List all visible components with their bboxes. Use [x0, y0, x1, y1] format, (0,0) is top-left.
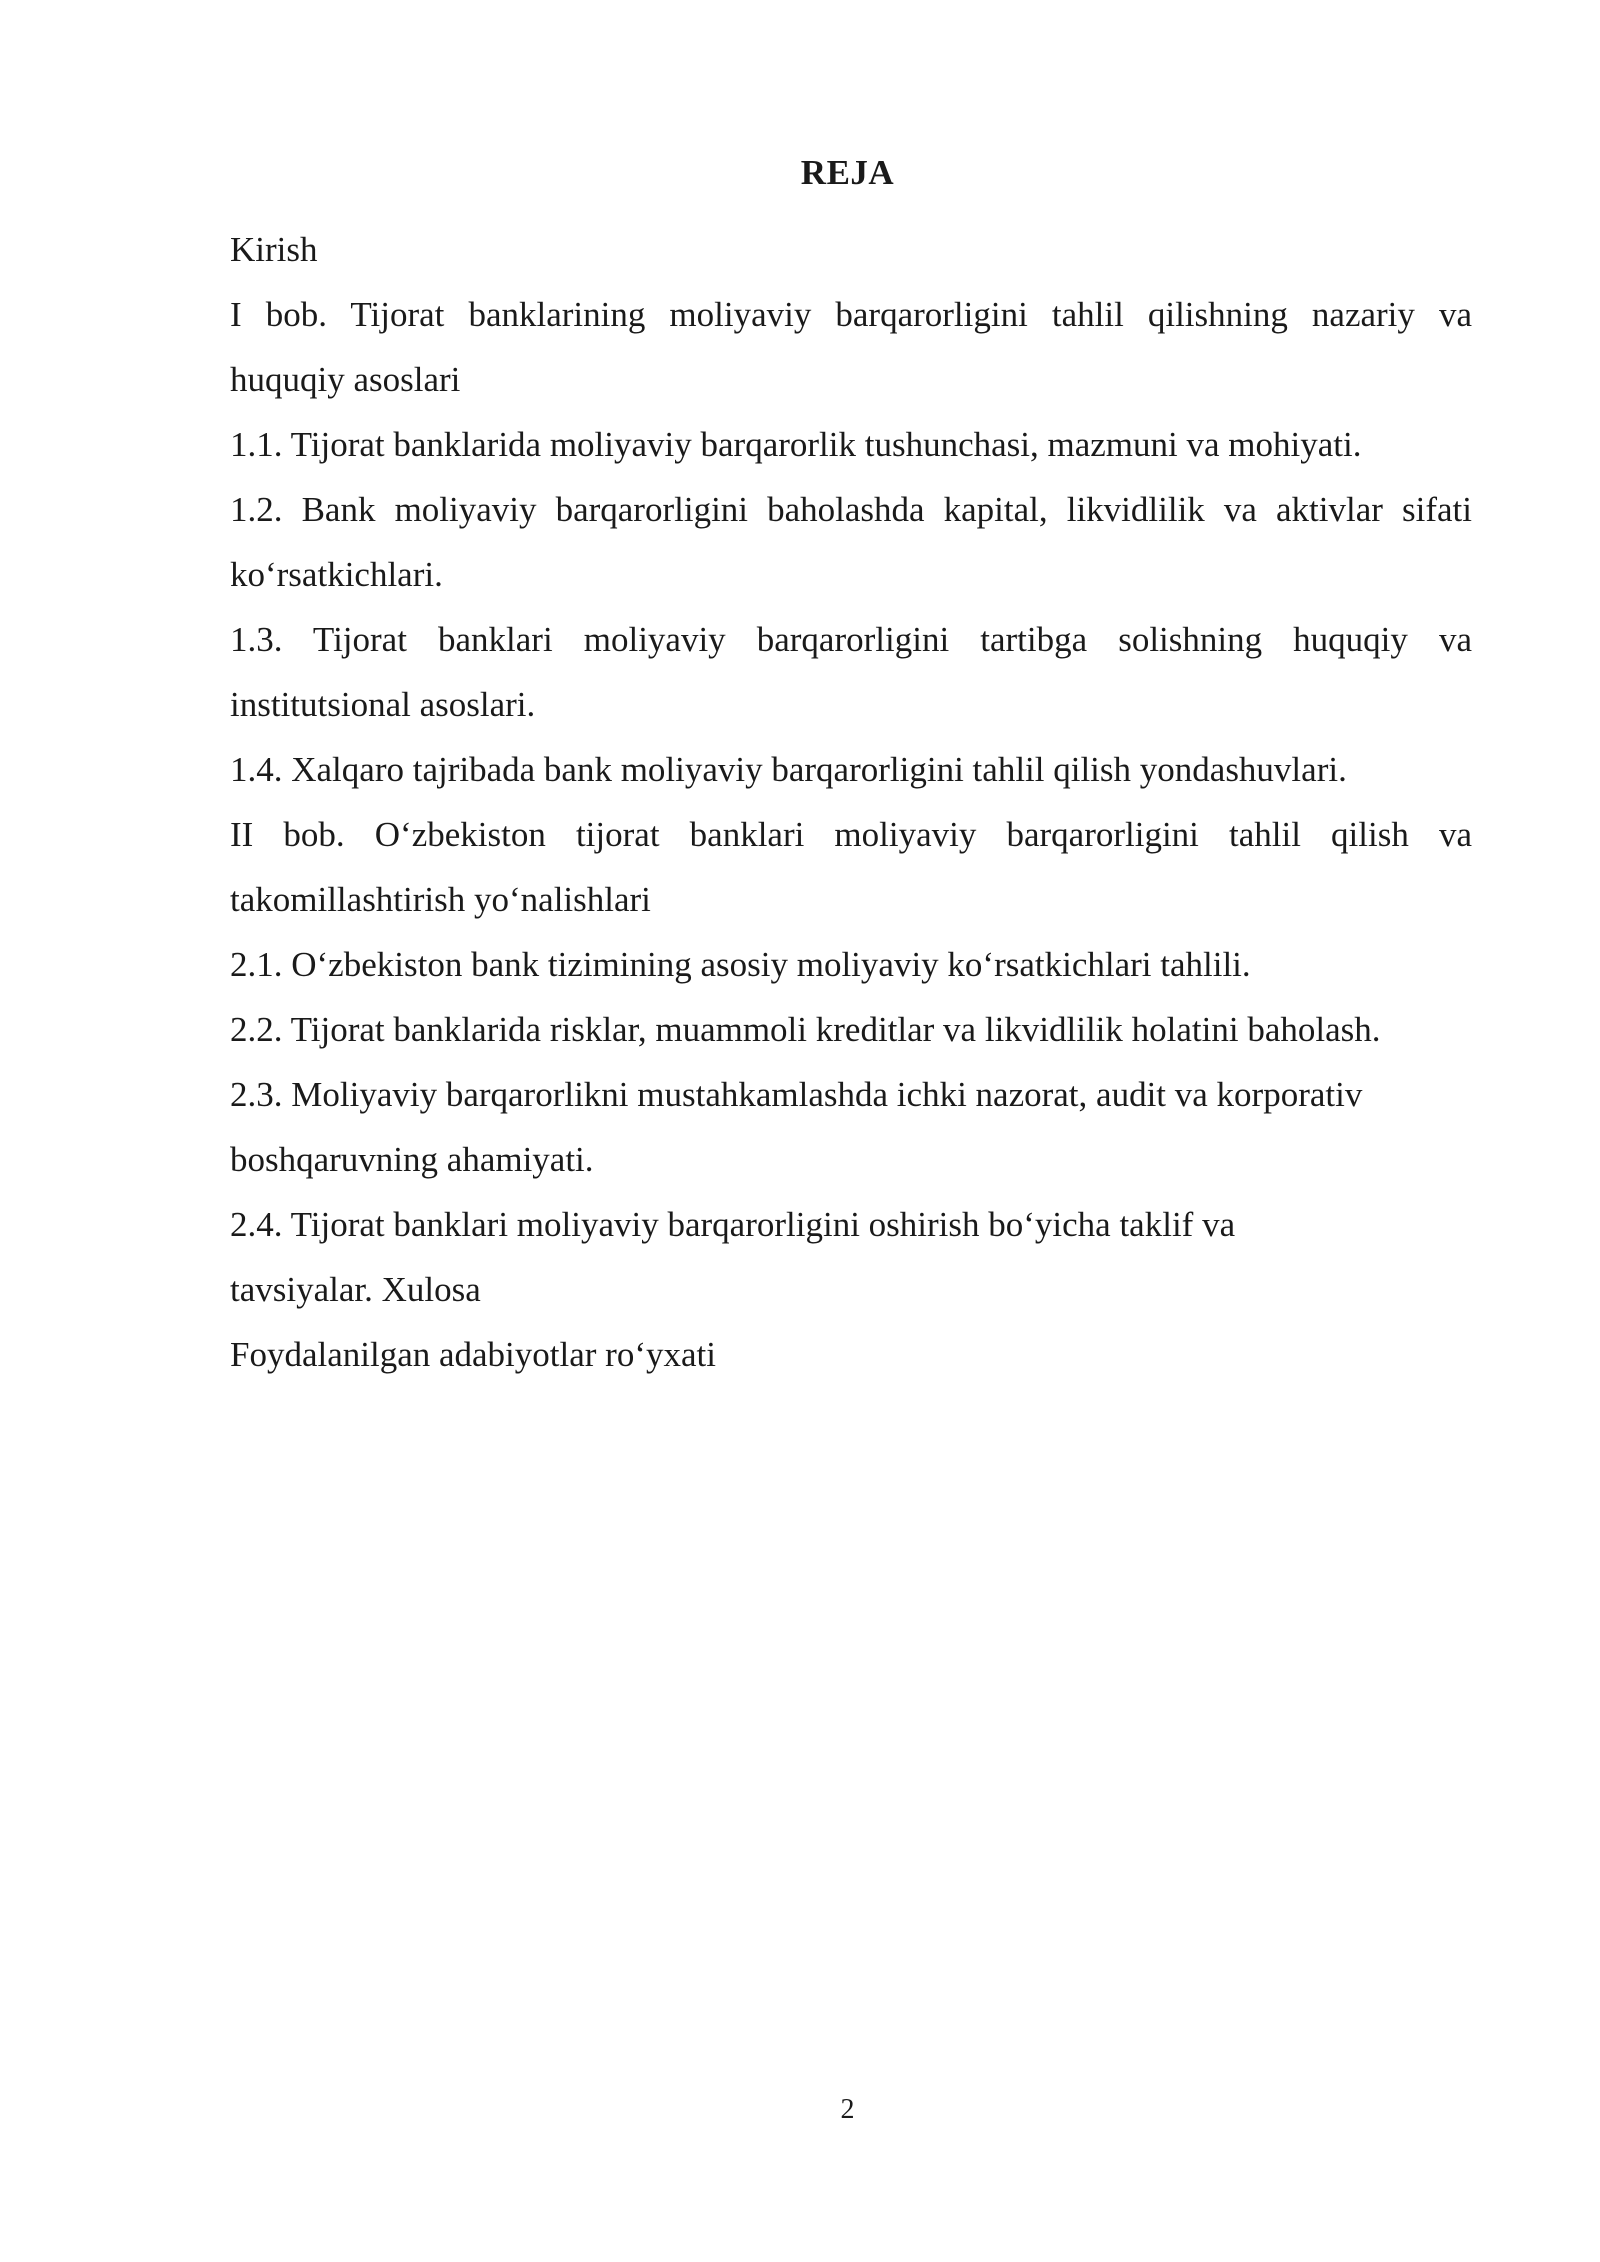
toc-line-chapter-1-cont: huquqiy asoslari — [230, 360, 461, 399]
toc-line-section-2-3-cont: boshqaruvning ahamiyati. — [230, 1140, 594, 1179]
page-title: REJA — [800, 153, 895, 192]
toc-line-section-2-4-cont: tavsiyalar. Xulosa — [230, 1270, 481, 1309]
toc-line-references: Foydalanilgan adabiyotlar roʻyxati — [230, 1335, 716, 1374]
toc-line-section-1-4: 1.4. Xalqaro tajribada bank moliyaviy barqarorligini tahlil qilish yondashuvlari. — [230, 750, 1347, 789]
toc-line-section-1-2-cont: koʻrsatkichlari. — [230, 555, 443, 594]
toc-line-section-2-3: 2.3. Moliyaviy barqarorlikni mustahkamlashda ichki nazorat, audit va korporativ — [230, 1075, 1363, 1114]
toc-line-chapter-2: II bob. Oʻzbekiston tijorat banklari moliyaviy barqarorligini tahlil qilish va — [230, 815, 1472, 854]
toc-line-section-2-4: 2.4. Tijorat banklari moliyaviy barqarorligini oshirish boʻyicha taklif va — [230, 1205, 1236, 1244]
table-of-contents — [230, 217, 1472, 1387]
toc-line-chapter-1: I bob. Tijorat banklarining moliyaviy barqarorligini tahlil qilishning nazariy va — [230, 295, 1472, 334]
toc-line-section-2-2: 2.2. Tijorat banklarida risklar, muammoli kreditlar va likvidlilik holatini baholash. — [230, 1010, 1381, 1049]
toc-line-section-1-3: 1.3. Tijorat banklari moliyaviy barqarorligini tartibga solishning huquqiy va — [230, 620, 1472, 659]
toc-line-chapter-2-cont: takomillashtirish yoʻnalishlari — [230, 880, 651, 919]
toc-line-section-1-3-cont: institutsional asoslari. — [230, 685, 536, 724]
toc-line-section-1-2: 1.2. Bank moliyaviy barqarorligini baholashda kapital, likvidlilik va aktivlar sifati — [230, 490, 1472, 529]
toc-line-section-2-1: 2.1. Oʻzbekiston bank tizimining asosiy moliyaviy koʻrsatkichlari tahlili. — [230, 945, 1251, 984]
page-number: 2 — [840, 2094, 855, 2125]
toc-line-section-1-1: 1.1. Tijorat banklarida moliyaviy barqarorlik tushunchasi, mazmuni va mohiyati. — [230, 425, 1362, 464]
toc-line-kirish: Kirish — [230, 230, 318, 269]
